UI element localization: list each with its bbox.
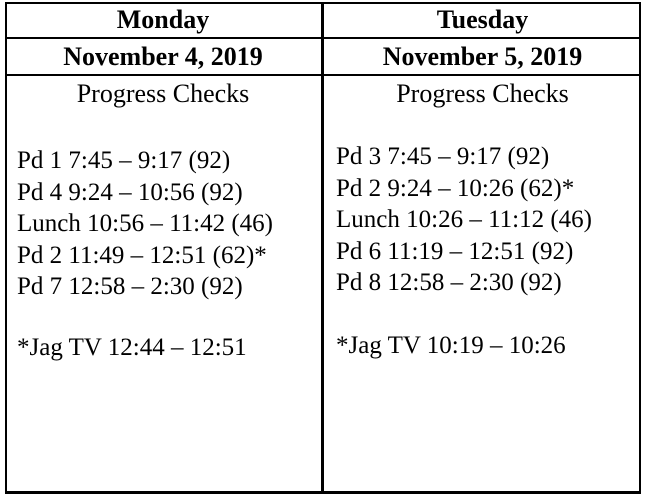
day-name: Tuesday (436, 5, 529, 34)
period-row: Pd 2 11:49 – 12:51 (62)* (17, 241, 267, 269)
period-list (17, 145, 321, 303)
day-date: November 4, 2019 (63, 42, 263, 71)
day-column-monday (5, 0, 321, 498)
section-title: Progress Checks (396, 79, 569, 108)
period-row: Pd 2 9:24 – 10:26 (62)* (336, 174, 575, 202)
day-date: November 5, 2019 (382, 42, 583, 71)
day-name: Monday (116, 5, 210, 34)
period-row: Pd 4 9:24 – 10:56 (92) (17, 178, 243, 206)
period-row: Pd 7 12:58 – 2:30 (92) (17, 273, 243, 300)
period-list (336, 141, 641, 299)
period-row: Lunch 10:26 – 11:12 (46) (336, 206, 592, 233)
footnote: *Jag TV 10:19 – 10:26 (336, 332, 566, 359)
period-row: Pd 1 7:45 – 9:17 (92) (17, 147, 231, 174)
section-title: Progress Checks (76, 79, 250, 108)
footnote: *Jag TV 12:44 – 12:51 (17, 334, 247, 361)
day-column-tuesday (324, 0, 641, 498)
period-row: Pd 3 7:45 – 9:17 (92) (336, 143, 550, 170)
period-row: Lunch 10:56 – 11:42 (46) (17, 210, 273, 237)
period-row: Pd 6 11:19 – 12:51 (92) (336, 237, 574, 265)
period-row: Pd 8 12:58 – 2:30 (92) (336, 269, 562, 296)
